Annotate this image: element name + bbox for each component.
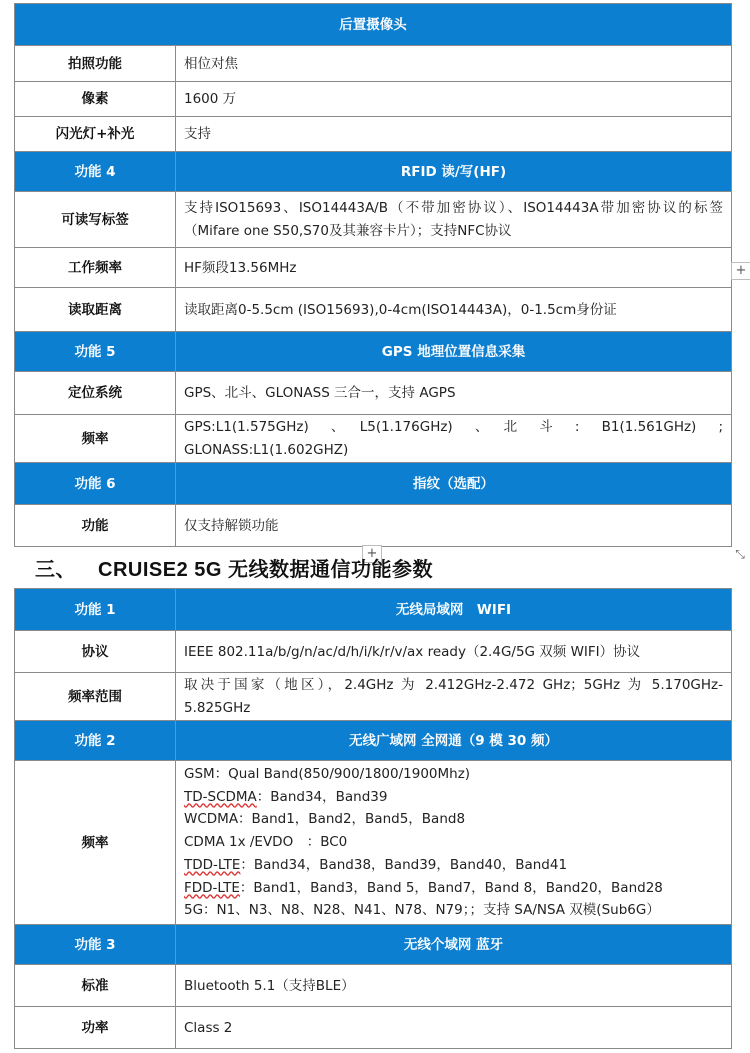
table-row	[15, 505, 732, 547]
header-title: 无线个域网 蓝牙	[176, 925, 732, 965]
row-value: 相位对焦	[176, 46, 732, 82]
freq-line: TDD-LTE：Band34，Band38，Band39，Band40，Band41	[184, 856, 568, 873]
header-row-rfid	[15, 152, 732, 192]
table-row	[15, 46, 732, 82]
insert-row-button[interactable]: +	[731, 262, 750, 280]
header-row-gps	[15, 332, 732, 372]
row-label: 拍照功能	[15, 46, 176, 82]
section-number: 三、	[35, 559, 76, 581]
row-value: 取决于国家（地区），2.4GHz 为 2.412GHz-2.472 GHz；5GHz 为 5.170GHz-5.825GHz	[176, 673, 732, 721]
row-value: 支持ISO15693、ISO14443A/B（不带加密协议）、ISO14443A带加密协议的标签（Mifare one S50,S70及其兼容卡片）；支持NFC协议	[176, 192, 732, 248]
table-row	[15, 248, 732, 288]
freq-line: GSM：Qual Band(850/900/1800/1900Mhz)	[184, 765, 471, 782]
row-label: 功率	[15, 1007, 176, 1049]
section-heading	[35, 553, 433, 582]
row-value: 读取距离0-5.5cm (ISO15693),0-4cm(ISO14443A)，0-1.5cm身份证	[176, 288, 732, 332]
row-label: 频率范围	[15, 673, 176, 721]
table-row	[15, 761, 732, 925]
freq-line: WCDMA：Band1，Band2，Band5，Band8	[184, 811, 466, 828]
row-label: 可读写标签	[15, 192, 176, 248]
row-label: 功能	[15, 505, 176, 547]
header-row-bluetooth	[15, 925, 732, 965]
row-value: GPS:L1(1.575GHz) 、 L5(1.176GHz) 、 北 斗 : B1(1.561GHz) ; GLONASS:L1(1.602GHZ)	[176, 415, 732, 463]
row-label: 像素	[15, 82, 176, 117]
header-label: 功能 4	[15, 152, 176, 192]
header-title: 无线局域网 WIFI	[176, 589, 732, 631]
insert-row-button[interactable]: +	[362, 545, 382, 563]
row-label: 读取距离	[15, 288, 176, 332]
table-row	[15, 965, 732, 1007]
table-row	[15, 192, 732, 248]
header-title: 无线广域网 全网通（9 模 30 频）	[176, 721, 732, 761]
table-row	[15, 631, 732, 673]
table-row	[15, 82, 732, 117]
row-value: 仅支持解锁功能	[176, 505, 732, 547]
spec-table-wireless	[14, 588, 732, 1049]
freq-line: CDMA 1x /EVDO ：BC0	[184, 834, 348, 851]
header-row-rear-camera	[15, 4, 732, 46]
header-title: GPS 地理位置信息采集	[176, 332, 732, 372]
header-row-fingerprint	[15, 463, 732, 505]
row-value: 支持	[176, 117, 732, 152]
row-label: 协议	[15, 631, 176, 673]
header-title: RFID 读/写(HF)	[176, 152, 732, 192]
row-label: 频率	[15, 761, 176, 925]
header-row-wifi	[15, 589, 732, 631]
table-row	[15, 673, 732, 721]
row-label: 标准	[15, 965, 176, 1007]
header-label: 功能 3	[15, 925, 176, 965]
row-value: IEEE 802.11a/b/g/n/ac/d/h/i/k/r/v/ax ready（2.4G/5G 双频 WIFI）协议	[176, 631, 732, 673]
row-value: Class 2	[176, 1007, 732, 1049]
row-label: 频率	[15, 415, 176, 463]
header-title: 指纹（选配）	[176, 463, 732, 505]
row-value: GPS、北斗、GLONASS 三合一，支持 AGPS	[176, 372, 732, 415]
row-label: 定位系统	[15, 372, 176, 415]
table-row	[15, 415, 732, 463]
header-title: 后置摄像头	[15, 4, 732, 46]
table-row	[15, 1007, 732, 1049]
row-value: HF频段13.56MHz	[176, 248, 732, 288]
table-resize-icon[interactable]: ⤡	[735, 547, 745, 561]
freq-line: 5G：N1、N3、N8、N28、N41、N78、N79；；支持 SA/NSA 双模(Sub6G）	[184, 902, 660, 919]
header-label: 功能 6	[15, 463, 176, 505]
header-label: 功能 2	[15, 721, 176, 761]
row-label: 工作频率	[15, 248, 176, 288]
table-row	[15, 372, 732, 415]
row-value-freq-list	[176, 761, 732, 925]
header-label: 功能 1	[15, 589, 176, 631]
freq-line: FDD-LTE：Band1，Band3，Band 5，Band7，Band 8，Band20，Band28	[184, 879, 663, 896]
table-row	[15, 117, 732, 152]
spec-table-device	[14, 3, 737, 547]
row-value: Bluetooth 5.1（支持BLE）	[176, 965, 732, 1007]
table-row	[15, 288, 732, 332]
freq-line: TD-SCDMA：Band34，Band39	[184, 788, 388, 805]
row-value: 1600 万	[176, 82, 732, 117]
header-label: 功能 5	[15, 332, 176, 372]
row-label: 闪光灯+补光	[15, 117, 176, 152]
header-row-wan	[15, 721, 732, 761]
section-title: CRUISE2 5G 无线数据通信功能参数	[98, 559, 433, 581]
